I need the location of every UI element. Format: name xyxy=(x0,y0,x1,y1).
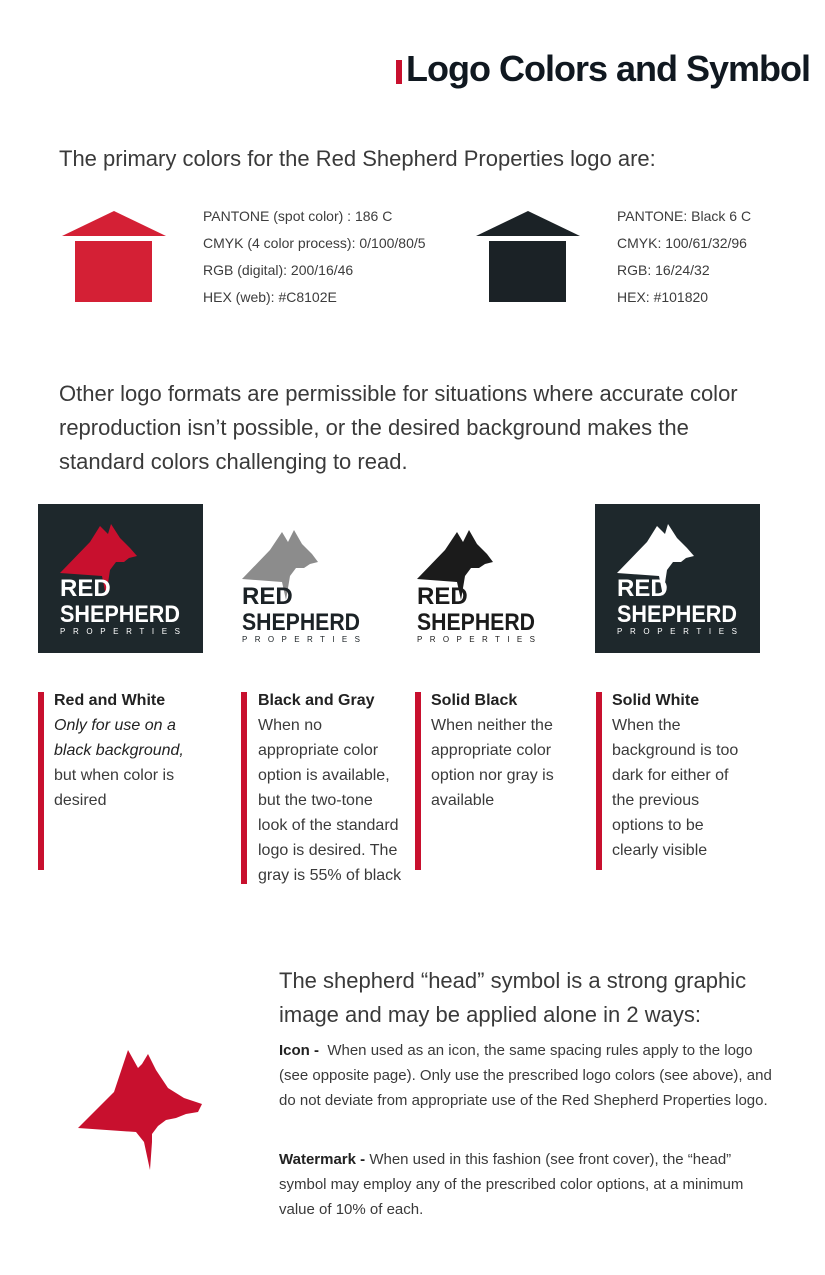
card-title: Solid Black xyxy=(431,692,518,709)
title-accent-bar xyxy=(396,60,402,84)
logo-black-gray-art xyxy=(220,504,385,653)
card-body: but when color is desired xyxy=(54,767,175,809)
card-accent-bar xyxy=(241,692,247,884)
card-accent-bar xyxy=(38,692,44,870)
symbol-icon-paragraph xyxy=(279,1038,779,1113)
card-body: When no appropriate color option is available, but the two-tone look of the standard logo is desired. The gray is 55% of black xyxy=(258,717,402,884)
black-color-specs xyxy=(617,203,751,311)
watermark-label: Watermark - xyxy=(279,1151,366,1168)
symbol-watermark-paragraph xyxy=(279,1147,779,1222)
logo-red-white-line1: RED xyxy=(60,575,111,602)
logo-red-white-line2: SHEPHERD xyxy=(60,601,180,628)
logo-solid-white-line1: RED xyxy=(617,575,668,602)
logo-black-gray-line2: SHEPHERD xyxy=(242,609,360,636)
logo-solid-white-art xyxy=(595,504,760,653)
symbol-heading: The shepherd “head” symbol is a strong graphic image and may be applied alone in 2 ways: xyxy=(279,968,747,1027)
icon-label: Icon - xyxy=(279,1042,319,1059)
logo-red-white-line3: PROPERTIES xyxy=(60,627,180,636)
red-hex: HEX (web): #C8102E xyxy=(203,289,337,305)
watermark-text: When used in this fashion (see front cover), the “head” symbol may employ any of the prescribed color options, at a minimum value of 10% of each. xyxy=(279,1151,744,1218)
logo-solid-black-line3: PROPERTIES xyxy=(417,635,535,644)
primary-colors-intro: The primary colors for the Red Shepherd Properties logo are: xyxy=(59,146,656,171)
card-title: Red and White xyxy=(54,692,166,709)
logo-solid-black-art xyxy=(395,504,560,653)
card-body: When the background is too dark for either of the previous options to be clearly visible xyxy=(612,717,739,859)
logo-black-gray xyxy=(220,504,385,653)
card-solid-black xyxy=(431,688,571,813)
card-accent-bar xyxy=(415,692,421,870)
black-rgb: RGB: 16/24/32 xyxy=(617,262,710,278)
logo-solid-black-line1: RED xyxy=(417,583,468,610)
black-pantone: PANTONE: Black 6 C xyxy=(617,208,752,224)
red-color-specs xyxy=(203,203,426,311)
card-title: Black and Gray xyxy=(258,692,375,709)
shepherd-head-symbol-icon xyxy=(78,1046,204,1170)
card-solid-white xyxy=(612,688,750,863)
other-formats-paragraph: Other logo formats are permissible for situations where accurate color reproduction isn’t possible, or the desired background makes the standard colors challenging to read. xyxy=(59,381,738,474)
red-pantone: PANTONE (spot color) : 186 C xyxy=(203,208,393,224)
logo-black-gray-line1: RED xyxy=(242,583,293,610)
red-cmyk: CMYK (4 color process): 0/100/80/5 xyxy=(203,235,426,251)
card-accent-bar xyxy=(596,692,602,870)
black-cmyk: CMYK: 100/61/32/96 xyxy=(617,235,747,251)
logo-solid-black-line2: SHEPHERD xyxy=(417,609,535,636)
logo-solid-white xyxy=(595,504,760,653)
logo-solid-white-line2: SHEPHERD xyxy=(617,601,737,628)
page-title: Logo Colors and Symbol xyxy=(406,48,811,89)
red-house-swatch-icon xyxy=(62,211,166,303)
black-hex: HEX: #101820 xyxy=(617,289,709,305)
logo-black-gray-line3: PROPERTIES xyxy=(242,635,360,644)
logo-solid-white-line3: PROPERTIES xyxy=(617,627,737,636)
card-italic-note: Only for use on a black background, xyxy=(54,717,184,759)
red-rgb: RGB (digital): 200/16/46 xyxy=(203,262,354,278)
card-black-gray xyxy=(258,688,404,888)
card-body: When neither the appropriate color option nor gray is available xyxy=(431,717,554,809)
black-house-swatch-icon xyxy=(476,211,580,303)
logo-red-white xyxy=(38,504,203,653)
card-title: Solid White xyxy=(612,692,700,709)
icon-text: When used as an icon, the same spacing rules apply to the logo (see opposite page). Only use the prescribed logo colors (see above), and do not deviate from appropriate use of the Red Shepherd Properties logo. xyxy=(279,1042,772,1109)
logo-solid-black xyxy=(395,504,560,653)
logo-red-white-art xyxy=(38,504,203,653)
card-red-white xyxy=(54,688,204,813)
